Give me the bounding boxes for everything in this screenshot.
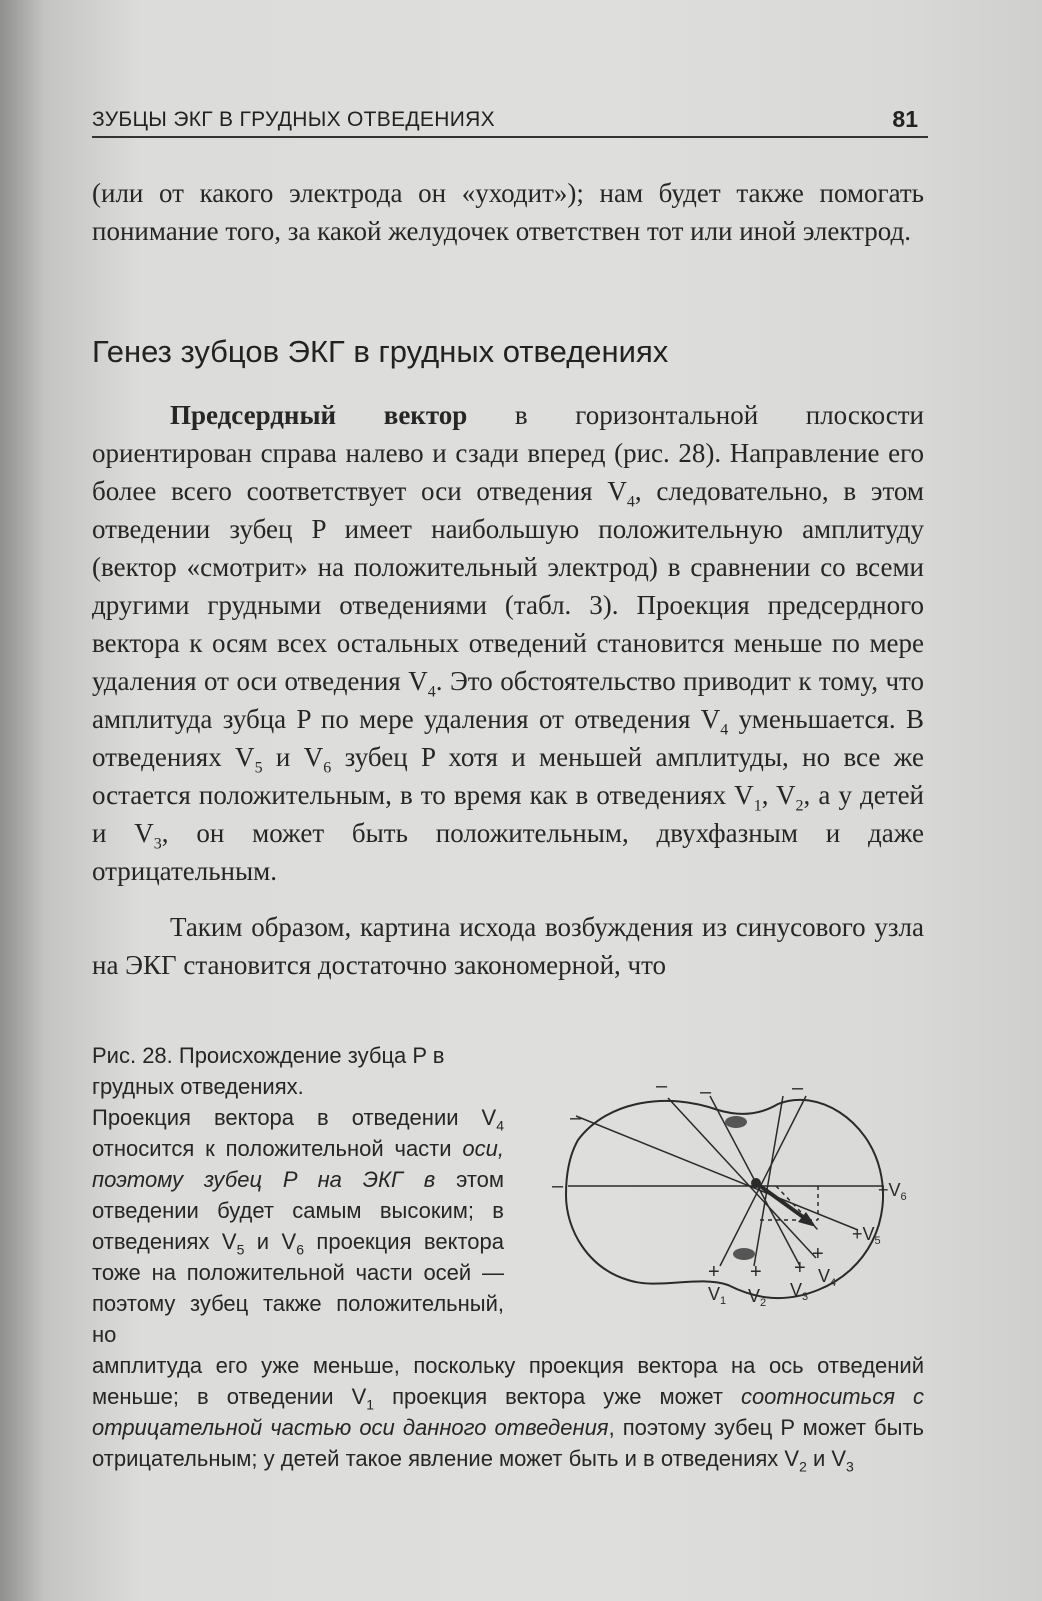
subscript: 1 xyxy=(366,1396,375,1413)
text-run: Таким образом, картина исхода возбуждения из синусового узла на ЭКГ становится достаточно закономерной, что xyxy=(92,912,924,980)
subscript: 6 xyxy=(323,759,332,777)
hatched-region-top xyxy=(725,1116,747,1128)
bold-term: Предсердный вектор xyxy=(170,400,468,430)
italic-run: соотноситься с отрицательной частью оси данного отведения xyxy=(92,1384,924,1440)
minus-sign: – xyxy=(570,1107,582,1129)
chest-leads-diagram xyxy=(548,1080,928,1320)
subscript: 2 xyxy=(799,1458,807,1475)
label-v5: $+V_5$ xyxy=(852,1224,881,1247)
text-run: . Это обстоятельство приводит к тому, что амплитуда зубца P по мере удаления от отведения V xyxy=(92,666,924,734)
paragraph-atrial-vector xyxy=(92,396,924,890)
plus-sign: + xyxy=(750,1261,762,1283)
label-v2: $V_2$ xyxy=(748,1286,767,1309)
minus-sign: – xyxy=(700,1081,712,1103)
chest-outline xyxy=(566,1100,883,1298)
paragraph-conclusion xyxy=(92,908,924,984)
text-run: и V xyxy=(244,1229,297,1254)
label-v4: $V_4$ xyxy=(818,1266,837,1289)
subscript: 5 xyxy=(254,759,263,777)
text-run: проекция вектора тоже на положительной части осей — поэтому зубец также положительный, но xyxy=(92,1229,505,1347)
minus-sign: – xyxy=(552,1175,564,1197)
subscript: 1 xyxy=(753,797,762,815)
plus-sign: + xyxy=(794,1257,806,1279)
text-run: Проекция вектора в отведении V xyxy=(92,1105,497,1130)
label-v3: $V_3$ xyxy=(790,1280,809,1303)
running-header xyxy=(92,104,928,138)
figure-caption-continued xyxy=(92,1350,924,1474)
subscript: 4 xyxy=(626,493,635,511)
text-run: этом отведении будет самым высоким; в отведениях V xyxy=(92,1167,505,1254)
text-run: амплитуда его уже меньше, поскольку проекция вектора на ось отведений меньше; в отведении V xyxy=(92,1353,924,1409)
plus-sign: + xyxy=(708,1261,720,1283)
minus-sign: – xyxy=(792,1080,804,1099)
subscript: 5 xyxy=(236,1241,245,1258)
italic-run: оси, поэтому зубец P на ЭКГ в xyxy=(92,1136,504,1192)
label-v1: $V_1$ xyxy=(708,1284,727,1307)
figure-caption-title: Рис. 28. Происхождение зубца P в грудных отведениях. xyxy=(92,1043,445,1099)
section-heading: Генез зубцов ЭКГ в грудных отведениях xyxy=(92,334,669,369)
text-run: уменьшается. В отведениях V xyxy=(92,704,924,772)
label-v6: $+V_6$ xyxy=(878,1180,907,1203)
subscript: 4 xyxy=(496,1117,504,1134)
subscript: 4 xyxy=(720,721,729,739)
text-run: , V xyxy=(761,780,796,810)
text-run: в горизонтальной плоскости ориентирован справа налево и сзади вперед (рис. 28). Направление его более всего соответствует оси отведения V xyxy=(92,400,924,506)
text-run: , следовательно, в этом отведении зубец P имеет наибольшую положительную амплитуду (вектор «смотрит» на положительный электрод) в сравнении со всеми другими грудными отведениями (табл. 3). Проекция предсердного вектора к осям всех остальных отведений становится меньше по мере удаления от оси отведения V xyxy=(92,476,924,696)
page-number: 81 xyxy=(892,106,918,132)
hatched-region-bottom xyxy=(733,1248,755,1260)
axis-v5 xyxy=(576,1116,858,1230)
text-run: зубец P хотя и меньшей амплитуды, но все же остается положительным, в то время как в отведениях V xyxy=(92,742,924,810)
text-run: , он может быть положительным, двухфазным и даже отрицательным. xyxy=(92,818,924,886)
subscript: 4 xyxy=(427,683,436,701)
subscript: 3 xyxy=(846,1458,854,1475)
minus-sign: – xyxy=(656,1080,668,1097)
subscript: 3 xyxy=(153,835,162,853)
text-run: проекция вектора уже может xyxy=(374,1384,741,1409)
text-run: , поэтому зубец P может быть отрицательным; у детей такое явление может быть и в отведениях V xyxy=(92,1415,925,1471)
subscript: 2 xyxy=(795,797,804,815)
sign-labels xyxy=(552,1080,824,1283)
header-title: ЗУБЦЫ ЭКГ В ГРУДНЫХ ОТВЕДЕНИЯХ xyxy=(92,108,495,131)
vector-origin xyxy=(751,1178,761,1188)
paragraph-continued: (или от какого электрода он «уходит»); нам будет также помогать понимание того, за какой желудочек ответствен тот или иной электрод. xyxy=(92,178,924,246)
plus-sign: + xyxy=(812,1243,824,1265)
text-run: и V xyxy=(262,742,324,772)
text-run: относится к положительной части xyxy=(92,1136,463,1161)
text-run: и V xyxy=(806,1446,847,1471)
subscript: 6 xyxy=(296,1241,304,1258)
text-run: , а у детей и V xyxy=(92,780,925,848)
figure-caption-body xyxy=(92,1102,504,1350)
